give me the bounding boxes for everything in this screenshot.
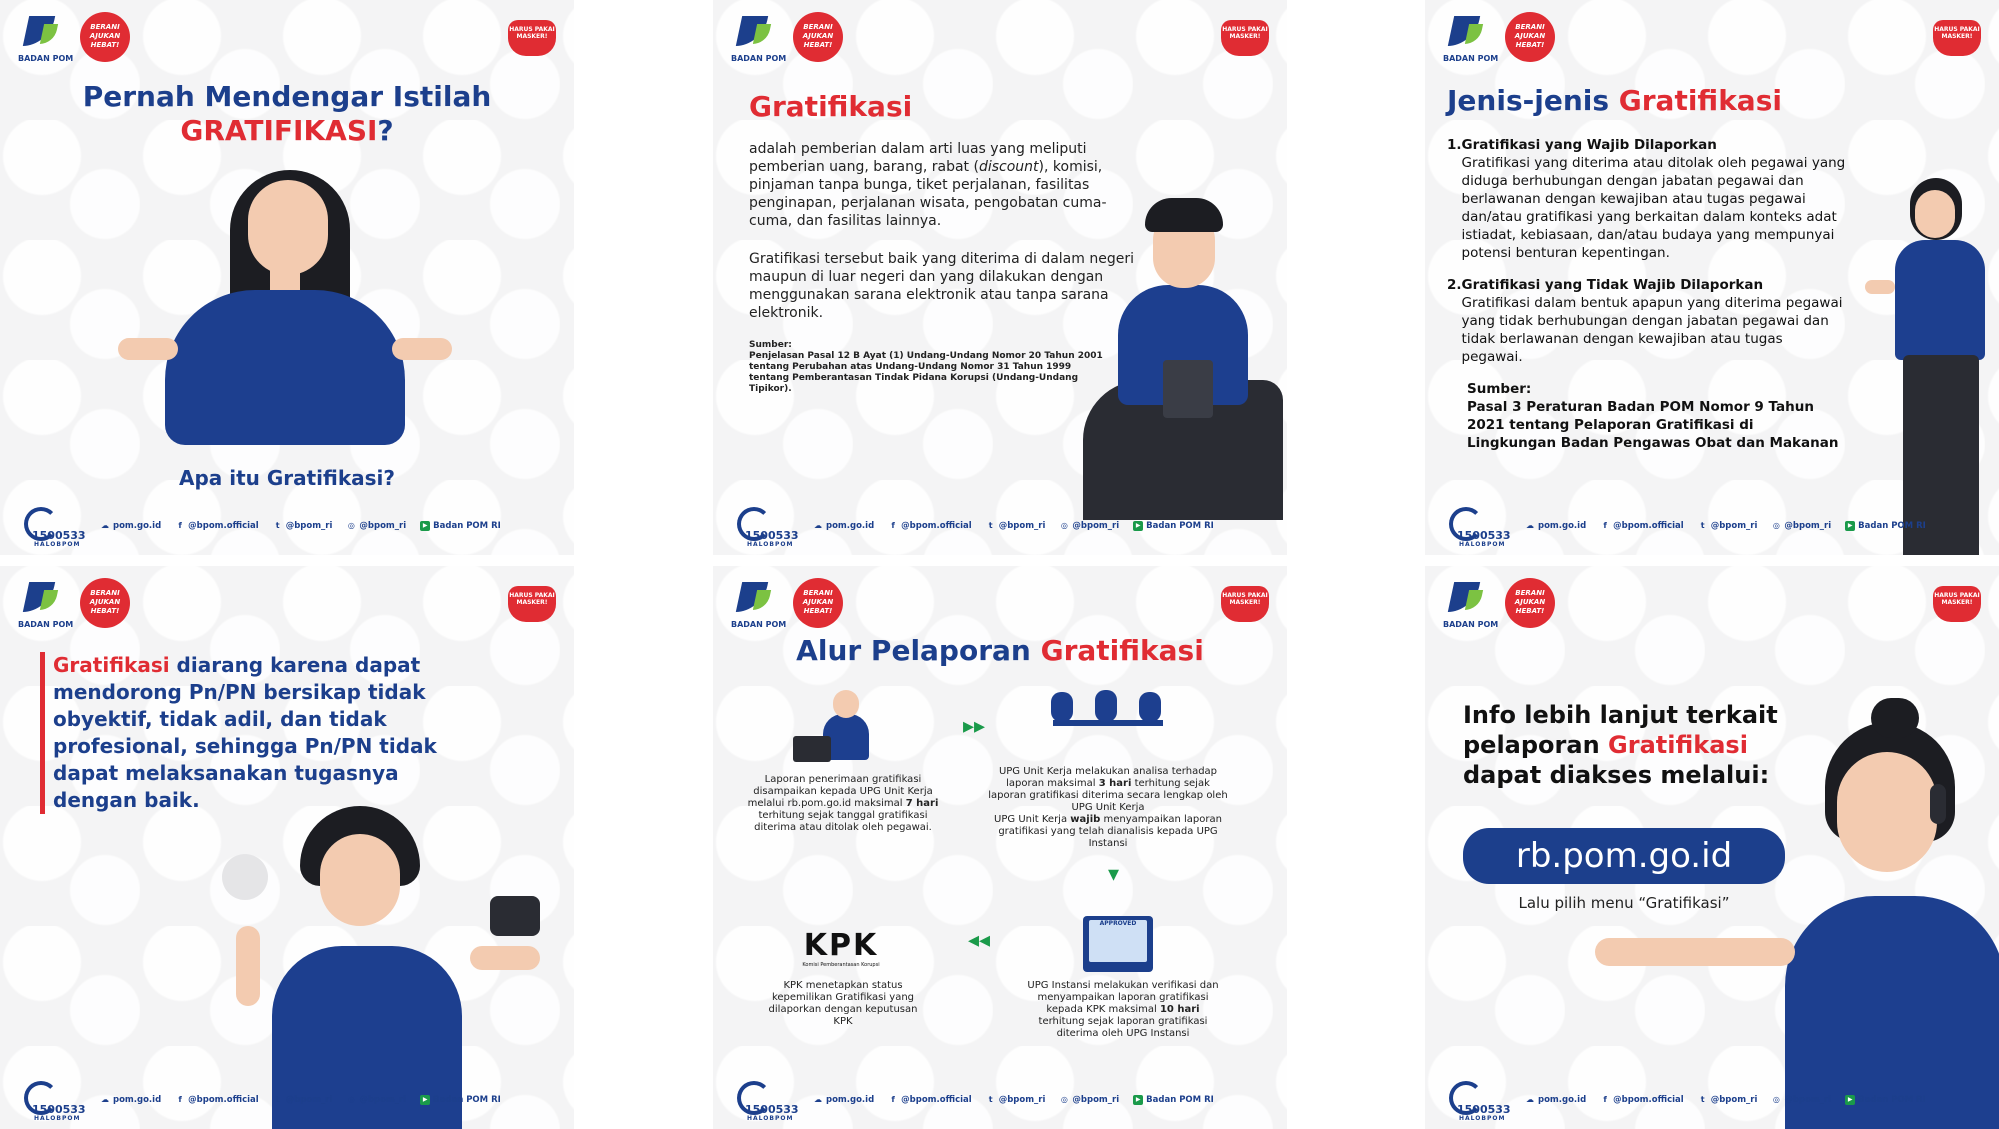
panel-why-prohibited	[0, 566, 574, 1129]
twitter-icon: t	[275, 1095, 280, 1104]
instagram-icon: ◎	[1772, 1095, 1780, 1104]
footer	[731, 1079, 1265, 1123]
facebook-icon: f	[178, 521, 182, 530]
website-link[interactable]: ☁ pom.go.id	[101, 521, 162, 531]
website-link[interactable]: ☁ pom.go.id	[814, 521, 875, 531]
twitter-icon: t	[1700, 1095, 1705, 1104]
facebook-icon: f	[1603, 1095, 1607, 1104]
twitter-link[interactable]: t @bpom_ri	[273, 521, 333, 531]
panel-definition	[713, 0, 1287, 555]
step2-illustration	[1043, 686, 1173, 756]
cloud-icon: ☁	[1526, 521, 1534, 530]
step1-illustration	[793, 684, 893, 764]
mask-logo: HARUS PAKAI MASKER!	[1933, 20, 1981, 56]
website-link[interactable]: ☁ pom.go.id	[101, 1095, 162, 1105]
youtube-link[interactable]: ▶ Badan POM RI	[420, 521, 501, 531]
instagram-link[interactable]: ◎ @bpom_ri	[1060, 521, 1120, 531]
bpom-logo: BADAN POM	[1445, 582, 1485, 630]
source-note: Sumber: Penjelasan Pasal 12 B Ayat (1) Undang-Undang Nomor 20 Tahun 2001 tentang Perubahan atas Undang-Undang Nomor 31 Tahun 1999 tentang Pemberantasan Tindak Pidana Korupsi (Undang-Undang Tipikor).	[749, 340, 1103, 394]
facebook-link[interactable]: f @bpom.official	[1600, 1095, 1684, 1105]
berani-logo: BERANI AJUKAN HEBAT!	[80, 12, 130, 62]
panel-reporting-flow	[713, 566, 1287, 1129]
bpom-logo: BADAN POM	[1445, 16, 1485, 64]
berani-logo: BERANI AJUKAN HEBAT!	[793, 12, 843, 62]
thumbs-down-icon	[490, 896, 540, 936]
prohibition-statement: Gratifikasi diarang karena dapat mendorong Pn/PN bersikap tidak obyektif, tidak adil, dan tidak profesional, sehingga Pn/PN tidak dapat melaksanakan tugasnya dengan baik.	[40, 652, 443, 814]
headset-icon	[1930, 784, 1946, 824]
instagram-icon: ◎	[347, 521, 355, 530]
arrow-right-icon: ▸▸	[963, 714, 986, 739]
berani-logo: BERANI AJUKAN HEBAT!	[80, 578, 130, 628]
footer	[1443, 1079, 1977, 1123]
panel1-title: Pernah Mendengar Istilah GRATIFIKASI?	[82, 80, 492, 147]
panel2-title: Gratifikasi	[749, 90, 913, 123]
sad-face-icon	[222, 854, 268, 900]
bpom-logo: BADAN POM	[733, 16, 773, 64]
menu-note: Lalu pilih menu “Gratifikasi”	[1518, 894, 1730, 912]
arrow-left-icon: ◂◂	[968, 928, 991, 953]
kpk-logo: KPK Komisi Pemberantasan Korupsi	[802, 928, 880, 968]
website-link[interactable]: ☁ pom.go.id	[1526, 521, 1587, 531]
facebook-icon: f	[891, 1095, 895, 1104]
youtube-icon: ▶	[1133, 1095, 1143, 1105]
step3-text: UPG Instansi melakukan verifikasi dan menyampaikan laporan gratifikasi kepada KPK maksimal 10 hari terhitung sejak laporan gratifikasi diterima oleh UPG Instansi	[1027, 980, 1219, 1039]
cloud-icon: ☁	[814, 1095, 822, 1104]
facebook-icon: f	[178, 1095, 182, 1104]
bpom-logo: BADAN POM	[20, 582, 60, 630]
type-item-2: 2. Gratifikasi yang Tidak Wajib Dilaporkan Gratifikasi dalam bentuk apapun yang diterima pegawai yang tidak berhubungan dengan jabatan pegawai dan tidak berlawanan dengan kewajiban atau tugas pegawai.	[1447, 277, 1843, 365]
facebook-link[interactable]: f @bpom.official	[888, 1095, 972, 1105]
berani-logo: BERANI AJUKAN HEBAT!	[1505, 12, 1555, 62]
type-list	[1447, 136, 1847, 452]
twitter-icon: t	[1700, 521, 1705, 530]
mask-logo: HARUS PAKAI MASKER!	[508, 586, 556, 622]
hotline-logo: 1500533 HALOBPOM	[1443, 1079, 1513, 1123]
cloud-icon: ☁	[101, 521, 109, 530]
instagram-icon: ◎	[1060, 1095, 1068, 1104]
berani-logo: BERANI AJUKAN HEBAT!	[793, 578, 843, 628]
twitter-link[interactable]: t @bpom_ri	[986, 521, 1046, 531]
website-link[interactable]: ☁ pom.go.id	[814, 1095, 875, 1105]
panel3-title: Jenis-jenis Gratifikasi	[1447, 84, 1782, 117]
footer	[18, 1079, 552, 1123]
website-link[interactable]: ☁ pom.go.id	[1526, 1095, 1587, 1105]
instagram-link[interactable]: ◎ @bpom_ri	[1060, 1095, 1120, 1105]
cloud-icon: ☁	[101, 1095, 109, 1104]
facebook-icon: f	[1603, 521, 1607, 530]
instagram-link[interactable]: ◎ @bpom_ri	[347, 521, 407, 531]
approved-document-illustration: APPROVED	[1083, 916, 1153, 972]
youtube-link[interactable]: ▶ Badan POM RI	[420, 1095, 501, 1105]
youtube-link[interactable]: ▶ Badan POM RI	[1845, 1095, 1926, 1105]
step4-text: KPK menetapkan status kepemilikan Gratifikasi yang dilaporkan dengan keputusan KPK	[768, 980, 918, 1027]
hotline-logo: 1500533 HALOBPOM	[731, 1079, 801, 1123]
twitter-icon: t	[988, 1095, 993, 1104]
type-item-1: 1. Gratifikasi yang Wajib Dilaporkan Gratifikasi yang diterima atau ditolak oleh pegawai yang diduga berhubungan dengan jabatan pegawai dan berlawanan dengan kewajiban atau tugas pegawai dan/atau gratifikasi yang berkaitan dalam konteks adat istiadat, kebiasaan, dan/atau budaya yang mempunyai potensi benturan kepentingan.	[1447, 137, 1846, 261]
twitter-link[interactable]: t @bpom_ri	[273, 1095, 333, 1105]
mask-logo: HARUS PAKAI MASKER!	[1933, 586, 1981, 622]
panel-what-is-gratification	[0, 0, 574, 555]
berani-logo: BERANI AJUKAN HEBAT!	[1505, 578, 1555, 628]
cloud-icon: ☁	[1526, 1095, 1534, 1104]
hotline-logo: 1500533 HALOBPOM	[18, 1079, 88, 1123]
footer	[1443, 505, 1977, 549]
step1-text: Laporan penerimaan gratifikasi disampaikan kepada UPG Unit Kerja melalui rb.pom.go.id maksimal 7 hari terhitung sejak tanggal gratifikasi diterima atau ditolak oleh pegawai.	[747, 774, 939, 833]
laptop-icon	[793, 736, 831, 762]
hotline-logo: 1500533 HALOBPOM	[731, 505, 801, 549]
cloud-icon: ☁	[814, 521, 822, 530]
youtube-link[interactable]: ▶ Badan POM RI	[1133, 521, 1214, 531]
youtube-link[interactable]: ▶ Badan POM RI	[1133, 1095, 1214, 1105]
youtube-icon: ▶	[420, 521, 430, 531]
bpom-logo: BADAN POM	[20, 16, 60, 64]
instagram-link[interactable]: ◎ @bpom_ri	[347, 1095, 407, 1105]
facebook-icon: f	[891, 521, 895, 530]
definition-paragraph: adalah pemberian dalam arti luas yang meliputi pemberian uang, barang, rabat (discount), komisi, pinjaman tanpa bunga, tiket perjalanan, fasilitas penginapan, perjalanan wisata, pengobatan cuma-cuma, dan fasilitas lainnya.	[749, 141, 1107, 229]
youtube-icon: ▶	[1133, 521, 1143, 531]
twitter-link[interactable]: t @bpom_ri	[1698, 1095, 1758, 1105]
scope-paragraph: Gratifikasi tersebut baik yang diterima di dalam negeri maupun di luar negeri dan yang dilakukan dengan menggunakan sarana elektronik atau tanpa sarana elektronik.	[749, 251, 1134, 321]
info-heading: Info lebih lanjut terkait pelaporan Gratifikasi dapat diakses melalui:	[1463, 701, 1778, 789]
mask-logo: HARUS PAKAI MASKER!	[1221, 20, 1269, 56]
hotline-logo: 1500533 HALOBPOM	[18, 505, 88, 549]
twitter-icon: t	[988, 521, 993, 530]
youtube-icon: ▶	[420, 1095, 430, 1105]
facebook-link[interactable]: f @bpom.official	[175, 521, 259, 531]
type-source: Sumber: Pasal 3 Peraturan Badan POM Nomor 9 Tahun 2021 tentang Pelaporan Gratifikasi di Lingkungan Badan Pengawas Obat dan Makanan	[1467, 381, 1839, 451]
instagram-icon: ◎	[1060, 521, 1068, 530]
facebook-link[interactable]: f @bpom.official	[1600, 521, 1684, 531]
panel5-title: Alur Pelaporan Gratifikasi	[796, 634, 1204, 667]
youtube-link[interactable]: ▶ Badan POM RI	[1845, 521, 1926, 531]
footer	[18, 505, 552, 549]
facebook-link[interactable]: f @bpom.official	[888, 521, 972, 531]
url-link[interactable]: rb.pom.go.id	[1463, 828, 1785, 884]
twitter-link[interactable]: t @bpom_ri	[1698, 521, 1758, 531]
instagram-link[interactable]: ◎ @bpom_ri	[1772, 521, 1832, 531]
step2-text: UPG Unit Kerja melakukan analisa terhadap laporan maksimal 3 hari terhitung sejak laporan gratifikasi diterima secara lengkap oleh UPG Unit Kerja UPG Unit Kerja wajib menyampaikan laporan gratifikasi yang telah dianalisis kepada UPG Instansi	[988, 766, 1228, 849]
footer	[731, 505, 1265, 549]
mask-logo: HARUS PAKAI MASKER!	[1221, 586, 1269, 622]
youtube-icon: ▶	[1845, 1095, 1855, 1105]
twitter-icon: t	[275, 521, 280, 530]
panel-more-info	[1425, 566, 1999, 1129]
arrow-down-icon: ▾	[1108, 862, 1120, 887]
twitter-link[interactable]: t @bpom_ri	[986, 1095, 1046, 1105]
bpom-logo: BADAN POM	[733, 582, 773, 630]
panel-types	[1425, 0, 1999, 555]
facebook-link[interactable]: f @bpom.official	[175, 1095, 259, 1105]
panel1-subtitle: Apa itu Gratifikasi?	[178, 466, 396, 490]
hotline-logo: 1500533 HALOBPOM	[1443, 505, 1513, 549]
instagram-icon: ◎	[347, 1095, 355, 1104]
instagram-link[interactable]: ◎ @bpom_ri	[1772, 1095, 1832, 1105]
instagram-icon: ◎	[1772, 521, 1780, 530]
youtube-icon: ▶	[1845, 521, 1855, 531]
mask-logo: HARUS PAKAI MASKER!	[508, 20, 556, 56]
